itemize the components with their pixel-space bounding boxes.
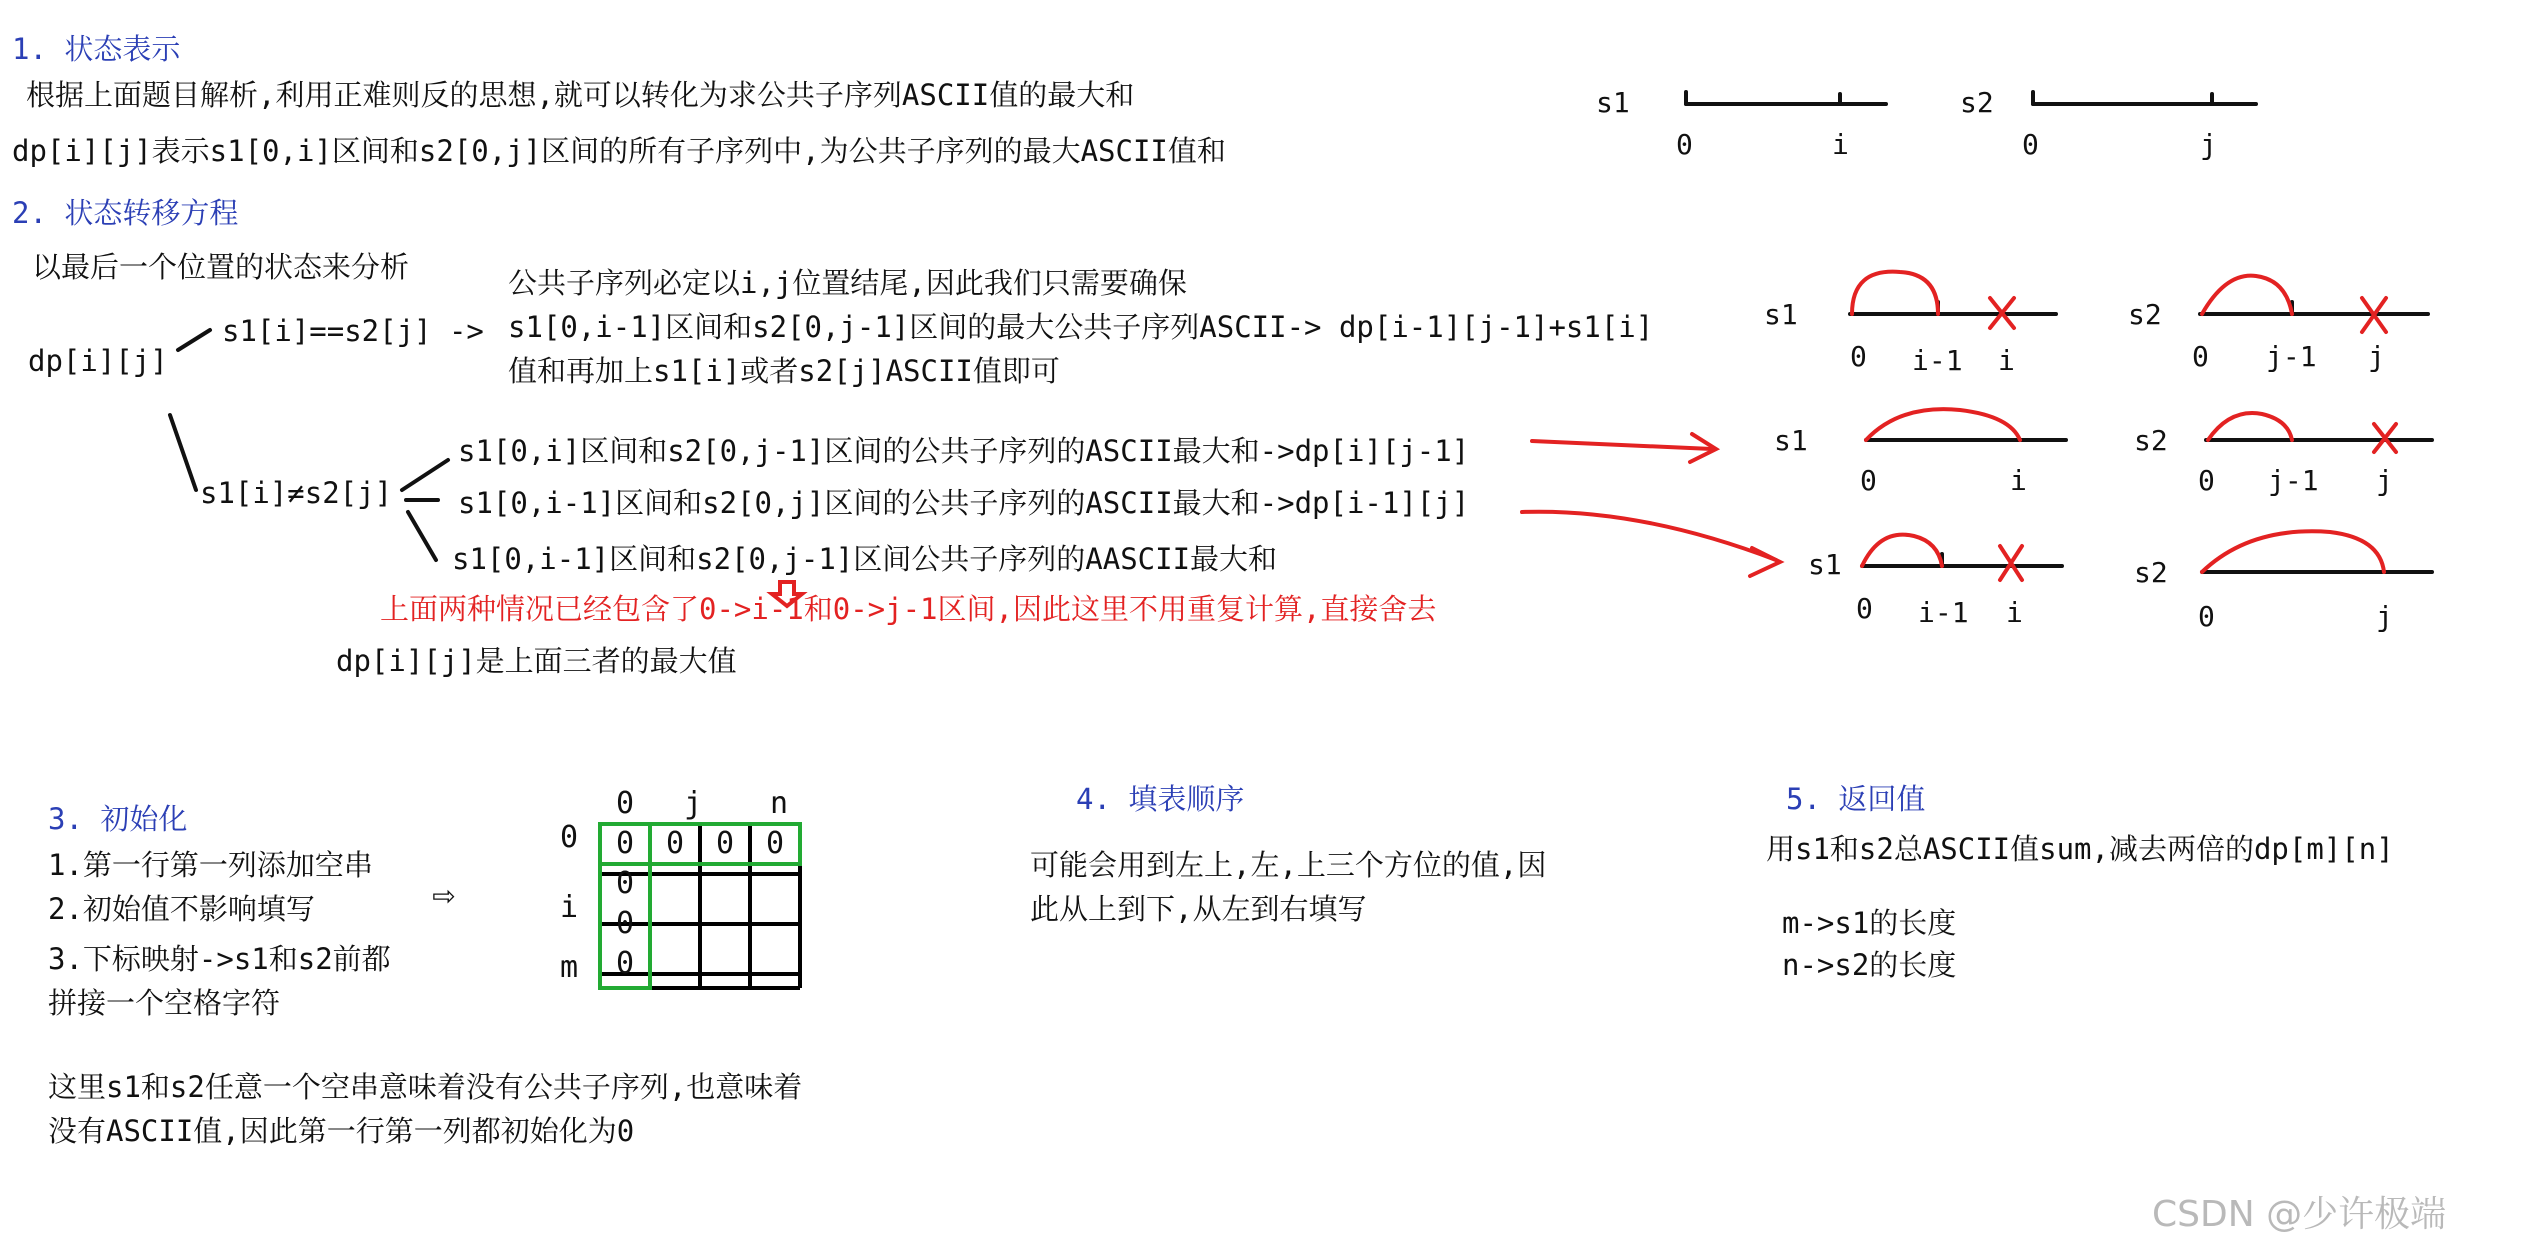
- table-cell: 0: [765, 826, 785, 861]
- section5-line1: 用s1和s2总ASCII值sum,减去两倍的dp[m][n]: [1766, 832, 2394, 866]
- section1-line1: 根据上面题目解析,利用正难则反的思想,就可以转化为求公共子序列ASCII值的最大和: [26, 78, 1135, 112]
- s1-zero: 0: [1676, 128, 1693, 161]
- case-not-equal: s1[i]≠s2[j]: [200, 476, 393, 510]
- section2-conclusion: dp[i][j]是上面三者的最大值: [336, 644, 737, 678]
- case-equal: s1[i]==s2[j] ->: [222, 314, 484, 348]
- table-cell: 0: [615, 906, 635, 941]
- init-item-4: 拼接一个空格字符: [48, 986, 281, 1020]
- col-header-n: n: [769, 786, 789, 821]
- diag-r1-s2-zero: 0: [2192, 340, 2209, 373]
- diag-r1-s1-zero: 0: [1850, 340, 1867, 373]
- col-header-j: j: [683, 786, 703, 821]
- diag-r3-s1-zero: 0: [1856, 592, 1873, 625]
- section5-line2: m->s1的长度: [1782, 906, 1957, 940]
- diag-r1-s2-j: j: [2368, 340, 2385, 373]
- col-header-0: 0: [615, 786, 635, 821]
- diag-r2-s2-jm1: j-1: [2268, 464, 2319, 497]
- section1-title: 1. 状态表示: [12, 32, 181, 66]
- diag-r1-s2-jm1: j-1: [2266, 340, 2317, 373]
- row-header-i: i: [559, 890, 579, 925]
- section1-line2: dp[i][j]表示s1[0,i]区间和s2[0,j]区间的所有子序列中,为公共子序列的最大ASCII值和: [12, 134, 1226, 168]
- init-item-3: 3.下标映射->s1和s2前都: [48, 942, 391, 976]
- eq-desc-3: 值和再加上s1[i]或者s2[j]ASCII值即可: [508, 354, 1060, 388]
- diag-r1-s1-im1: i-1: [1912, 344, 1963, 377]
- table-cell: 0: [615, 866, 635, 901]
- row-header-0: 0: [559, 820, 579, 855]
- right-arrow-icon: ⇨: [432, 872, 455, 916]
- diag-r3-s1-i: i: [2006, 596, 2023, 629]
- diag-r3-s1: s1: [1808, 548, 1842, 581]
- diag-r2-s1: s1: [1774, 424, 1808, 457]
- section4-title: 4. 填表顺序: [1076, 782, 1245, 816]
- ne-case-a: s1[0,i]区间和s2[0,j-1]区间的公共子序列的ASCII最大和->dp[i][j-1]: [458, 434, 1470, 468]
- init-note-2: 没有ASCII值,因此第一行第一列都初始化为0: [48, 1114, 635, 1148]
- red-note: 上面两种情况已经包含了0->i-1和0->j-1区间,因此这里不用重复计算,直接舍去: [380, 592, 1437, 626]
- eq-desc-1: 公共子序列必定以i,j位置结尾,因此我们只需要确保: [508, 266, 1187, 300]
- diag-r3-s2-zero: 0: [2198, 600, 2215, 633]
- diag-r1-s1-i: i: [1998, 344, 2015, 377]
- section5-line3: n->s2的长度: [1782, 948, 1957, 982]
- diag-r3-s1-im1: i-1: [1918, 596, 1969, 629]
- table-cell: 0: [665, 826, 685, 861]
- section5-title: 5. 返回值: [1786, 782, 1926, 816]
- s1-i: i: [1832, 128, 1849, 161]
- init-note-1: 这里s1和s2任意一个空串意味着没有公共子序列,也意味着: [48, 1070, 803, 1104]
- section4-line1: 可能会用到左上,左,上三个方位的值,因: [1030, 848, 1547, 882]
- section2-title: 2. 状态转移方程: [12, 196, 239, 230]
- s1-label: s1: [1596, 86, 1630, 119]
- eq-desc-2: s1[0,i-1]区间和s2[0,j-1]区间的最大公共子序列ASCII-> dp[i-1][j-1]+s1[i]: [508, 310, 1654, 344]
- table-cell: 0: [715, 826, 735, 861]
- row-header-m: m: [559, 950, 579, 985]
- dp-label: dp[i][j]: [28, 344, 168, 378]
- section2-intro: 以最后一个位置的状态来分析: [32, 250, 410, 284]
- ne-case-c: s1[0,i-1]区间和s2[0,j-1]区间公共子序列的AASCII最大和: [452, 542, 1278, 576]
- table-cell: 0: [615, 946, 635, 981]
- table-cell: 0: [615, 826, 635, 861]
- diag-r1-s1: s1: [1764, 298, 1798, 331]
- watermark: CSDN @少许极端: [2152, 1194, 2447, 1235]
- s2-label: s2: [1960, 86, 1994, 119]
- init-item-1: 1.第一行第一列添加空串: [48, 848, 373, 882]
- diag-r3-s2-j: j: [2376, 600, 2393, 633]
- diag-r2-s2-zero: 0: [2198, 464, 2215, 497]
- init-item-2: 2.初始值不影响填写: [48, 892, 315, 926]
- ne-case-b: s1[0,i-1]区间和s2[0,j]区间的公共子序列的ASCII最大和->dp[i-1][j]: [458, 486, 1470, 520]
- section3-title: 3. 初始化: [48, 802, 188, 836]
- diag-r2-s2: s2: [2134, 424, 2168, 457]
- diag-r3-s2: s2: [2134, 556, 2168, 589]
- diag-r1-s2: s2: [2128, 298, 2162, 331]
- s2-zero: 0: [2022, 128, 2039, 161]
- diag-r2-s1-zero: 0: [1860, 464, 1877, 497]
- section4-line2: 此从上到下,从左到右填写: [1030, 892, 1367, 926]
- s2-j: j: [2200, 128, 2217, 161]
- diag-r2-s1-i: i: [2010, 464, 2027, 497]
- diag-r2-s2-j: j: [2376, 464, 2393, 497]
